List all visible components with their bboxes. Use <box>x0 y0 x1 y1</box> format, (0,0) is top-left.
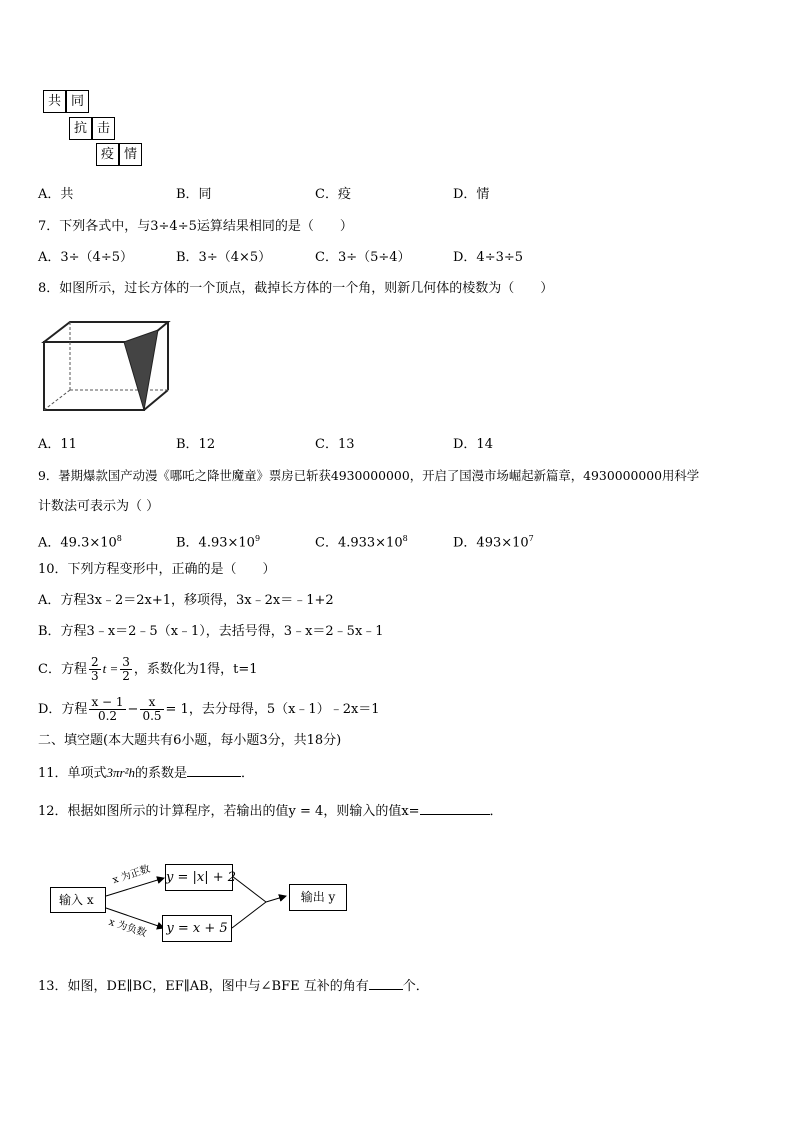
q11-stem: 11．单项式3πr²h的系数是 ． <box>38 765 255 781</box>
fraction: $\frac{3}{2}$ <box>122 655 130 683</box>
q9-option-d: D．$493\times 10^7$ <box>453 534 534 551</box>
q7-option-d: D．4÷3÷5 <box>453 250 524 265</box>
q6-option-d: D．情 <box>453 187 490 202</box>
q6-option-a: A．共 <box>38 187 74 202</box>
fraction: $\frac{x}{0.5}$ <box>142 695 162 723</box>
q8-option-a: A．11 <box>38 437 77 452</box>
q7-stem: 7．下列各式中，与3÷4÷5运算结果相同的是（ ） <box>38 219 353 234</box>
q9-option-a: A．$49.3\times 10^8$ <box>38 534 122 551</box>
q13-stem: 13．如图，DE∥BC，EF∥AB，图中与∠BFE 互补的角有 个． <box>38 979 429 994</box>
fraction: $\frac{x - 1}{0.2}$ <box>91 695 124 723</box>
q10-option-b: B．方程3﹣x＝2﹣5（x﹣1），去括号得，3﹣x＝2﹣5x﹣1 <box>38 624 384 639</box>
net-cell: 抗 <box>69 117 92 140</box>
flow-upper-label: x 为正数 <box>111 863 152 887</box>
q6-option-c: C．疫 <box>315 187 351 202</box>
answer-blank <box>369 977 403 990</box>
q7-option-b: B．3÷（4×5） <box>176 250 272 265</box>
flow-output-box: 输出 y <box>289 884 347 911</box>
q10-option-a: A．方程3x﹣2＝2x+1，移项得，3x﹣2x＝﹣1+2 <box>38 593 334 608</box>
flow-lower-box: y = x + 5 <box>162 915 232 942</box>
net-cell: 同 <box>66 90 89 113</box>
flow-lower-label: x 为负数 <box>107 916 148 940</box>
q12-stem: 12．根据如图所示的计算程序，若输出的值y = 4，则输入的值x= ． <box>38 804 503 819</box>
q8-option-d: D．14 <box>453 437 493 452</box>
q8-option-c: C．13 <box>315 437 355 452</box>
net-cell: 共 <box>43 90 66 113</box>
q10-option-c: C．方程 $\frac{2}{3}$ t = $\frac{3}{2}$ ，系数化为1得，t=1 <box>38 655 258 683</box>
q9-option-c: C．$4.933\times 10^8$ <box>315 534 408 551</box>
net-cell: 击 <box>92 117 115 140</box>
answer-blank <box>420 802 490 815</box>
flow-input-box: 输入 x <box>50 887 106 913</box>
q6-option-b: B．同 <box>176 187 212 202</box>
q8-option-b: B．12 <box>176 437 216 452</box>
q8-stem: 8．如图所示，过长方体的一个顶点，截掉长方体的一个角，则新几何体的棱数为（ ） <box>38 281 554 296</box>
q9-stem-line1: 9．暑期爆款国产动漫《哪吒之降世魔童》票房已斩获4930000000，开启了国漫市场崛起新篇章，4930000000用科学 <box>38 468 700 483</box>
net-cell: 情 <box>119 143 142 166</box>
flow-upper-box: y = |x| + 2 <box>165 864 233 891</box>
q7-option-a: A．3÷（4÷5） <box>38 250 133 265</box>
q10-stem: 10．下列方程变形中，正确的是（ ） <box>38 562 276 577</box>
answer-blank <box>187 764 241 777</box>
q9-stem-line2: 计数法可表示为（ ） <box>38 499 160 514</box>
section-heading: 二、填空题(本大题共有6小题，每小题3分，共18分) <box>38 733 342 748</box>
q10-option-d: D．方程 $\frac{x - 1}{0.2}$ − $\frac{x}{0.5}$ = 1，去分母得，5（x﹣1）﹣2x＝1 <box>38 695 380 723</box>
q7-option-c: C．3÷（5÷4） <box>315 250 411 265</box>
cuboid-figure <box>40 318 172 414</box>
net-cell: 疫 <box>96 143 119 166</box>
fraction: $\frac{2}{3}$ <box>90 655 99 683</box>
q9-option-b: B．$4.93\times 10^9$ <box>176 534 261 551</box>
